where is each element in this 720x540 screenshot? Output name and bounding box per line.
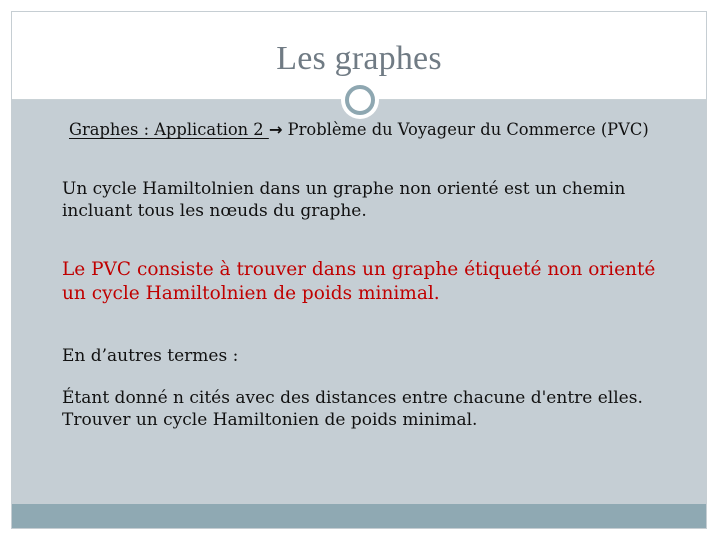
slide-subtitle — [69, 119, 691, 141]
paragraph-hamiltonian-definition: Un cycle Hamiltolnien dans un graphe non orienté est un chemin incluant tous les nœuds du graphe. — [62, 179, 626, 221]
footer-bar — [12, 504, 706, 528]
subtitle-problem: Problème du Voyageur du Commerce (PVC) — [282, 120, 649, 139]
arrow-right-icon: → — [268, 120, 283, 139]
subtitle-application: Graphes : Application 2 — [69, 120, 269, 139]
paragraph-pvc-definition: Le PVC consiste à trouver dans un graphe étiqueté non orienté un cycle Hamiltolnien de poids minimal. — [62, 259, 656, 304]
decorative-circle-icon — [341, 81, 379, 119]
slide-title: Les graphes — [276, 40, 442, 77]
paragraph-in-other-words: En d’autres termes : — [62, 346, 239, 366]
paragraph-problem-statement: Étant donné n cités avec des distances entre chacune d'entre elles. Trouver un cycle Hamiltonien de poids minimal. — [62, 388, 643, 430]
